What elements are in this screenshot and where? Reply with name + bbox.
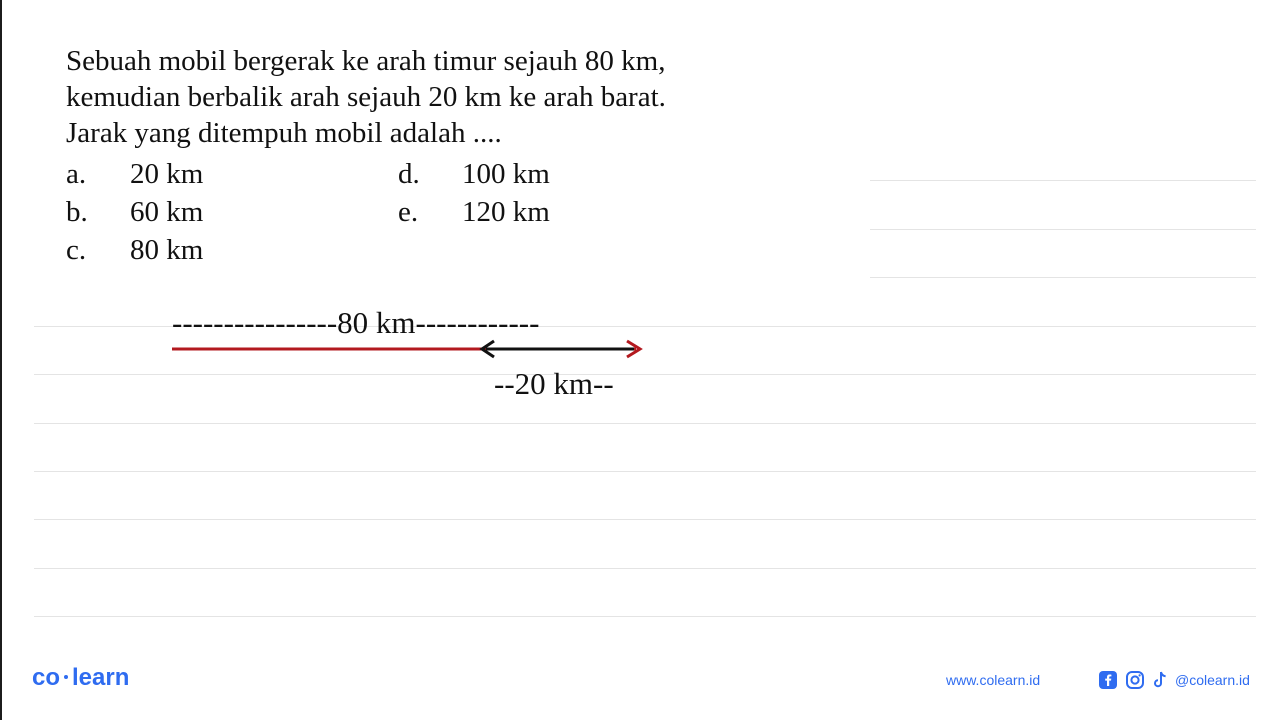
question-line: kemudian berbalik arah sejauh 20 km ke arah barat. <box>66 81 666 113</box>
facebook-icon[interactable] <box>1098 670 1118 690</box>
website-link[interactable]: www.colearn.id <box>946 672 1041 688</box>
logo-text-co: co <box>32 664 61 691</box>
option-value: 80 km <box>130 234 204 266</box>
instagram-icon[interactable] <box>1125 670 1145 690</box>
option-value: 20 km <box>130 158 204 190</box>
logo-dot <box>64 675 68 679</box>
option-letter: c. <box>66 234 87 266</box>
label-20km: --20 km-- <box>494 366 614 401</box>
question-line: Jarak yang ditempuh mobil adalah .... <box>66 117 502 149</box>
option-letter: e. <box>398 196 419 228</box>
option-letter: a. <box>66 158 87 190</box>
logo-text-learn: learn <box>72 664 130 691</box>
option-value: 120 km <box>462 196 550 228</box>
option-value: 100 km <box>462 158 550 190</box>
option-letter: d. <box>398 158 420 190</box>
label-80km: ----------------80 km------------ <box>172 305 540 340</box>
option-value: 60 km <box>130 196 204 228</box>
option-letter: b. <box>66 196 88 228</box>
question-line: Sebuah mobil bergerak ke arah timur sejauh 80 km, <box>66 45 666 77</box>
social-handle[interactable]: @colearn.id <box>1175 672 1250 688</box>
tiktok-icon[interactable] <box>1150 670 1170 690</box>
colearn-logo <box>32 664 129 692</box>
